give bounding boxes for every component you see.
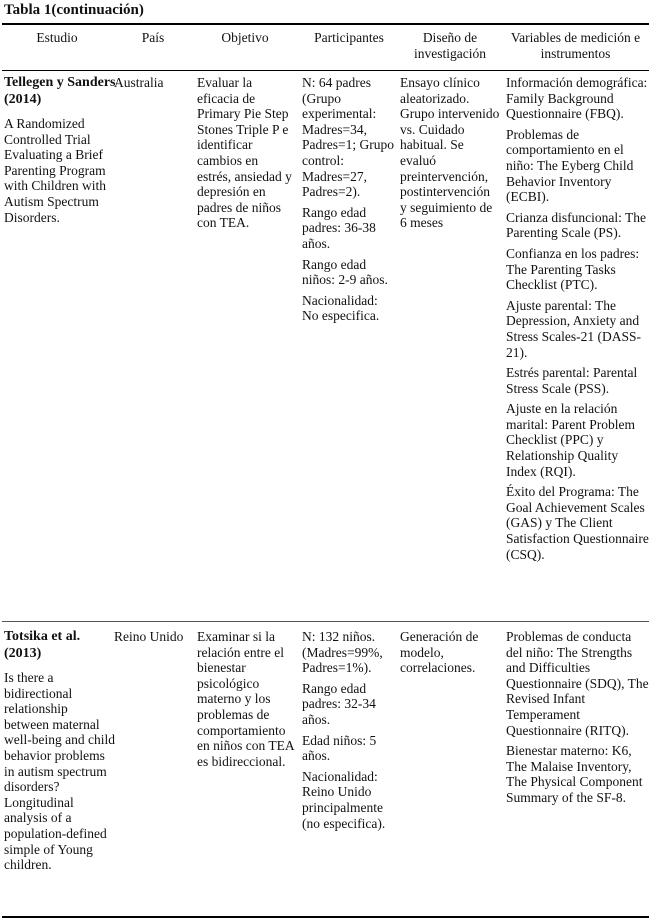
row1-var-item: Información demográfica: Family Background Questionnaire (FBQ). xyxy=(506,75,648,122)
row2-var-item: Problemas de conducta del niño: The Strengths and Difficulties Questionnaire (SDQ), The Revised Infant Temperament Questionnaire (RITQ). xyxy=(506,629,649,738)
row2-pais: Reino Unido xyxy=(114,629,184,644)
row2-diseno xyxy=(400,629,500,681)
bottom-rule xyxy=(2,916,649,918)
row1-part-item: Nacionalidad: No especifica. xyxy=(302,292,380,324)
row2-authors: Totsika et al. (2013) xyxy=(4,629,81,661)
row1-estudio xyxy=(4,74,116,230)
row1-var-item: Crianza disfuncional: The Parenting Scale (PS). xyxy=(506,209,646,241)
header-diseno: Diseño de investigación xyxy=(414,30,486,61)
row1-var-item: Confianza en los padres: The Parenting Tasks Checklist (PTC). xyxy=(506,245,640,293)
row2-part-item: Rango edad padres: 32-34 años. xyxy=(302,680,376,727)
row1-var-item: Ajuste parental: The Depression, Anxiety and Stress Scales-21 (DASS-21). xyxy=(506,297,641,360)
row2-part-item: N: 132 niños. (Madres=99%, Padres=1%). xyxy=(302,629,383,676)
row1-title: A Randomized Controlled Trial Evaluating a Brief Parenting Program with Children with Autism Spectrum Disorders. xyxy=(4,116,106,225)
row1-var-item: Estrés parental: Parental Stress Scale (PSS). xyxy=(506,365,638,396)
header-pais: País xyxy=(141,30,165,45)
row2-var-item: Bienestar materno: K6, The Malaise Inventory, The Physical Component Summary of the SF-8. xyxy=(506,743,643,805)
row1-var-item: Éxito del Programa: The Goal Achievement Scales (GAS) y The Client Satisfaction Questionnaire (CSQ). xyxy=(506,484,649,562)
row1-var-item: Ajuste en la relación marital: Parent Problem Checklist (PPC) y Relationship Quality Index (RQI). xyxy=(506,401,635,479)
row1-participantes xyxy=(302,75,394,329)
row1-pais: Australia xyxy=(114,75,164,90)
header-rule xyxy=(2,70,649,71)
header-objetivo: Objetivo xyxy=(221,30,269,45)
row1-variables xyxy=(506,75,649,567)
row1-diseno xyxy=(400,75,500,236)
header-estudio: Estudio xyxy=(36,30,78,45)
row1-part-item: N: 64 padres (Grupo experimental: Madres=34, Padres=1; Grupo control: Madres=27, Padres=2). xyxy=(302,75,394,200)
row2-title: Is there a bidirectional relationship between maternal well-being and child behavior problems in autism spectrum disorders? Longitudinal analysis of a population-defined simple of Young children. xyxy=(4,670,115,873)
row2-variables xyxy=(506,629,649,811)
row2-diseno-text: Generación de modelo, correlaciones. xyxy=(400,629,479,676)
row-divider xyxy=(2,621,649,622)
table-caption: Tabla 1(continuación) xyxy=(4,2,144,18)
top-rule xyxy=(2,23,649,25)
row1-part-item: Rango edad padres: 36-38 años. xyxy=(302,204,376,251)
row2-part-item: Edad niños: 5 años. xyxy=(302,732,377,764)
row1-objetivo: Evaluar la eficacia de Primary Pie Step Stones Triple P e identificar cambios en estrés, ansiedad y depresión en padres de niños con TEA. xyxy=(197,75,292,231)
row1-part-item: Rango edad niños: 2-9 años. xyxy=(302,256,388,288)
row1-authors: Tellegen y Sanders (2014) xyxy=(4,75,116,107)
row2-estudio xyxy=(4,628,116,878)
row2-part-item: Nacionalidad: Reino Unido principalmente (no especifica). xyxy=(302,768,386,831)
row2-objetivo: Examinar si la relación entre el bienestar psicológico materno y los problemas de comportamiento en niños con TEA es bidireccional. xyxy=(197,629,294,769)
header-variables: Variables de medición e instrumentos xyxy=(510,30,641,61)
header-participantes: Participantes xyxy=(314,30,384,45)
row1-diseno-text: Ensayo clínico aleatorizado. Grupo intervenido vs. Cuidado habitual. Se evaluó preintervención, postintervención y seguimiento de 6 meses xyxy=(400,75,500,231)
row2-participantes xyxy=(302,629,394,836)
row1-var-item: Problemas de comportamiento en el niño: The Eyberg Child Behavior Inventory (ECBI). xyxy=(506,126,634,205)
